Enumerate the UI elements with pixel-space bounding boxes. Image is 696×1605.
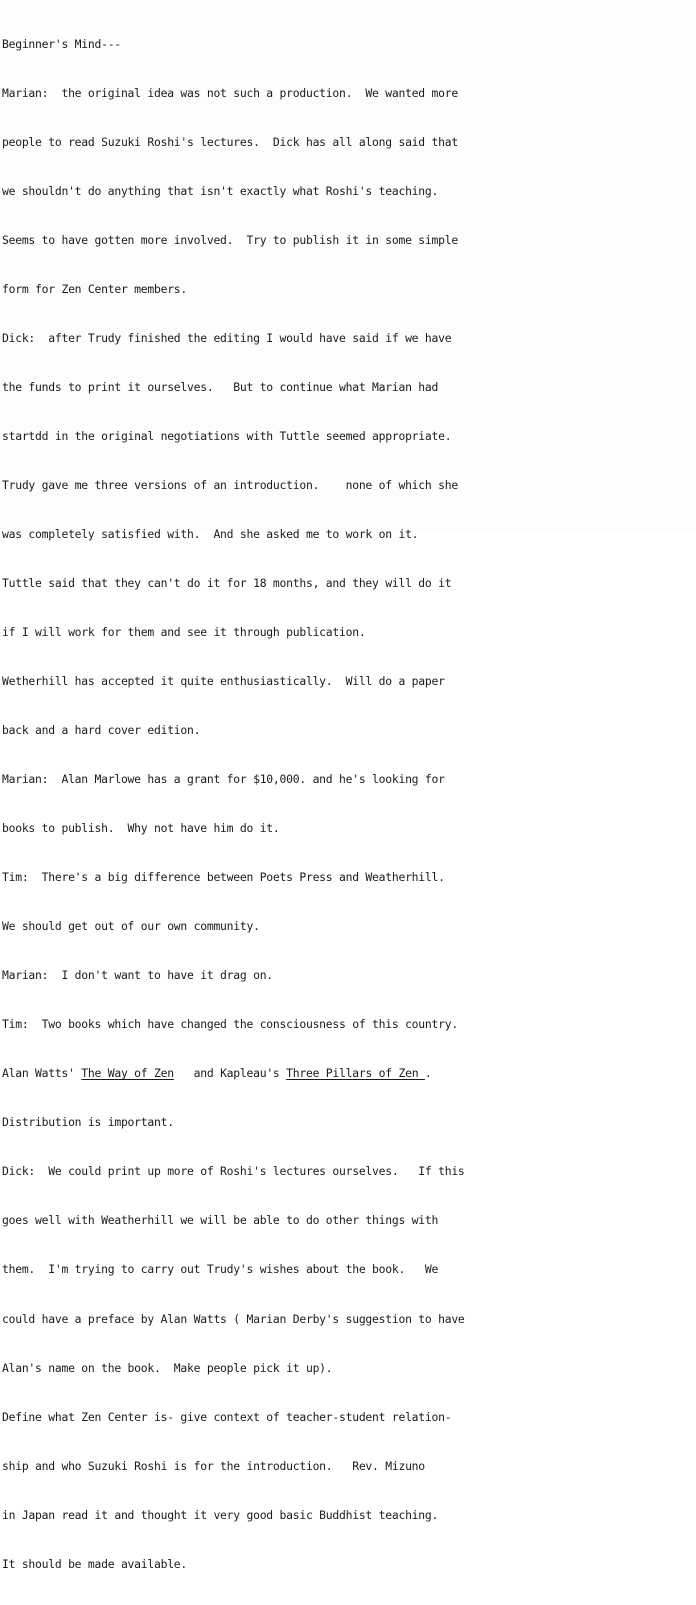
line-segment: .: [424, 1066, 432, 1081]
text-line: Define what Zen Center is- give context of teacher-student relation-: [2, 1409, 452, 1424]
book-title-underlined: The Way of Zen: [81, 1066, 174, 1081]
text-line: It should be made available.: [2, 1556, 188, 1571]
text-line: people to read Suzuki Roshi's lectures. Dick has all along said that: [2, 134, 458, 149]
text-line: Trudy gave me three versions of an introduction. none of which she: [2, 477, 458, 492]
text-line: was completely satisfied with. And she asked me to work on it.: [2, 527, 419, 541]
text-line: we shouldn't do anything that isn't exactly what Roshi's teaching.: [2, 183, 439, 198]
text-line: Beginner's Mind---: [2, 36, 121, 51]
text-line: if I will work for them and see it through publication.: [2, 625, 366, 640]
text-line: Dick: We could print up more of Roshi's lectures ourselves. If this: [2, 1164, 465, 1179]
text-line: Tim: Two books which have changed the consciousness of this country.: [2, 1017, 458, 1032]
text-line: startdd in the original negotiations with Tuttle seemed appropriate.: [2, 428, 452, 443]
text-line: in Japan read it and thought it very good basic Buddhist teaching.: [2, 1507, 439, 1522]
text-line: the funds to print it ourselves. But to continue what Marian had: [2, 379, 439, 394]
text-line: We should get out of our own community.: [2, 919, 260, 934]
text-line: Dick: after Trudy finished the editing I would have said if we have: [2, 330, 452, 345]
text-line: Tuttle said that they can't do it for 18 months, and they will do it: [2, 576, 452, 591]
text-line: ship and who Suzuki Roshi is for the introduction. Rev. Mizuno: [2, 1458, 425, 1473]
text-line: Marian: Alan Marlowe has a grant for $10,000. and he's looking for: [2, 772, 445, 787]
text-line-with-book-titles: [2, 1065, 465, 1081]
text-line: back and a hard cover edition.: [2, 723, 201, 738]
text-line: goes well with Weatherhill we will be able to do other things with: [2, 1213, 439, 1228]
typed-text-body: [2, 3, 465, 1605]
text-line: Wetherhill has accepted it quite enthusiastically. Will do a paper: [2, 674, 445, 689]
book-title-underlined: Three Pillars of Zen: [286, 1066, 425, 1081]
text-line: form for Zen Center members.: [2, 281, 188, 296]
text-line: Distribution is important.: [2, 1115, 174, 1130]
text-line: could have a preface by Alan Watts ( Marian Derby's suggestion to have: [2, 1311, 465, 1326]
line-segment: Alan Watts': [2, 1066, 82, 1081]
text-line: Tim: There's a big difference between Poets Press and Weatherhill.: [2, 870, 445, 885]
line-segment: and Kapleau's: [173, 1066, 287, 1081]
text-line: them. I'm trying to carry out Trudy's wishes about the book. We: [2, 1262, 439, 1277]
text-line: Alan's name on the book. Make people pick it up).: [2, 1360, 333, 1375]
text-line: Marian: the original idea was not such a production. We wanted more: [2, 85, 458, 100]
text-line: books to publish. Why not have him do it.: [2, 821, 280, 836]
text-line: Marian: I don't want to have it drag on.: [2, 968, 273, 983]
text-line: Seems to have gotten more involved. Try to publish it in some simple: [2, 232, 458, 247]
